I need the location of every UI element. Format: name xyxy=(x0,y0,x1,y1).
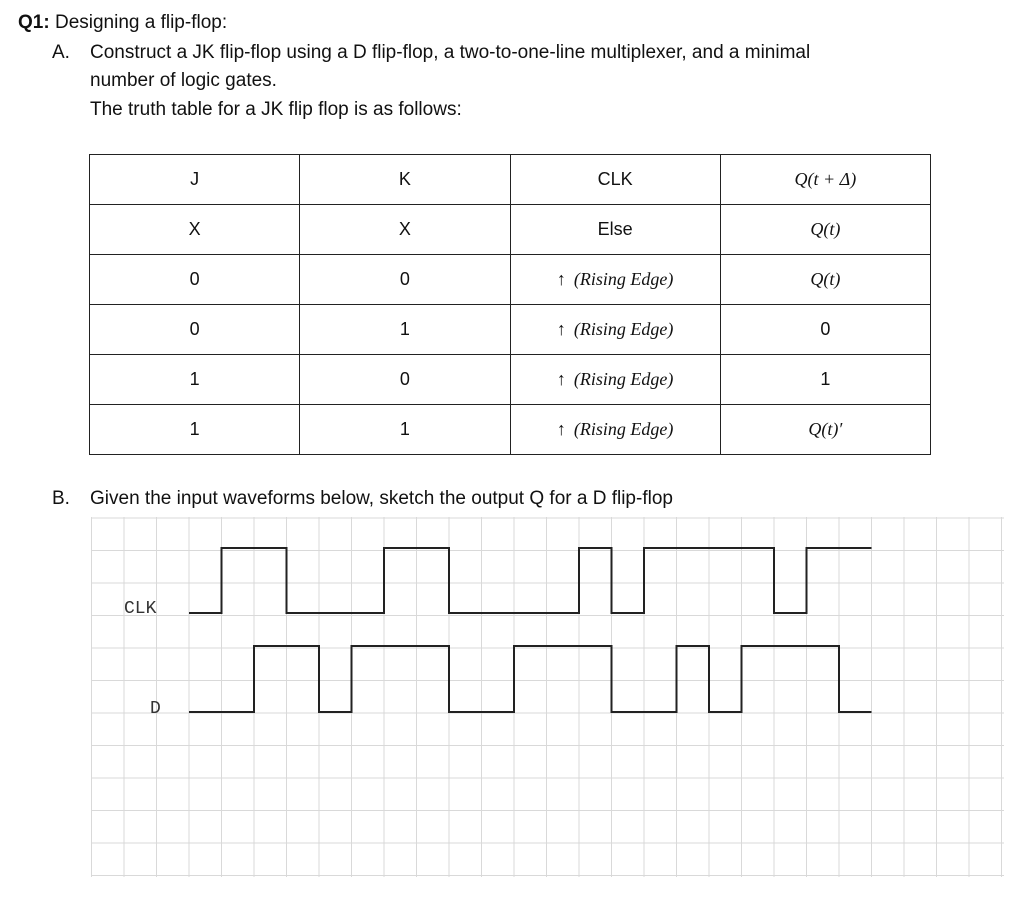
cell-clk: Else xyxy=(510,205,720,255)
cell-k: 1 xyxy=(300,305,510,355)
header-next-q: Q(t + Δ) xyxy=(720,155,930,205)
question-title: Designing a flip-flop: xyxy=(49,12,228,33)
table-row xyxy=(90,255,931,305)
waveform-grid xyxy=(0,515,1024,885)
d-waveform-label: D xyxy=(150,699,161,719)
cell-q: Q(t) xyxy=(720,255,930,305)
part-b-text: Given the input waveforms below, sketch the output Q for a D flip-flop xyxy=(90,488,673,509)
part-a-line-3: The truth table for a JK flip flop is as follows: xyxy=(90,99,462,120)
clk-text: (Rising Edge) xyxy=(573,419,674,439)
cell-q: 0 xyxy=(720,305,930,355)
cell-q: Q(t)′ xyxy=(720,405,930,455)
table-row xyxy=(90,305,931,355)
d-waveform xyxy=(189,646,872,712)
cell-k: 1 xyxy=(300,405,510,455)
cell-j: 1 xyxy=(90,405,300,455)
table-row xyxy=(90,355,931,405)
cell-j: 1 xyxy=(90,355,300,405)
cell-q: Q(t) xyxy=(720,205,930,255)
header-clk: CLK xyxy=(510,155,720,205)
part-b-marker: B. xyxy=(52,488,70,509)
clk-waveform xyxy=(189,548,872,613)
question-label: Q1: xyxy=(18,12,50,33)
cell-k: 0 xyxy=(300,255,510,305)
rising-edge-arrow-icon: ↑ xyxy=(556,319,566,339)
cell-q: 1 xyxy=(720,355,930,405)
rising-edge-arrow-icon: ↑ xyxy=(556,369,566,389)
cell-j: X xyxy=(90,205,300,255)
table-header-row xyxy=(90,155,931,205)
question-heading xyxy=(18,12,227,34)
rising-edge-arrow-icon: ↑ xyxy=(556,269,566,289)
cell-clk xyxy=(510,355,720,405)
clk-text: (Rising Edge) xyxy=(573,369,674,389)
cell-j: 0 xyxy=(90,255,300,305)
clk-waveform-label: CLK xyxy=(124,599,157,619)
cell-k: X xyxy=(300,205,510,255)
part-a-marker: A. xyxy=(52,42,70,63)
grid-lines xyxy=(92,517,1005,877)
table-row xyxy=(90,405,931,455)
cell-k: 0 xyxy=(300,355,510,405)
part-a-line-2: number of logic gates. xyxy=(90,70,277,91)
jk-truth-table xyxy=(89,154,931,455)
cell-clk xyxy=(510,305,720,355)
clk-text: (Rising Edge) xyxy=(573,269,674,289)
cell-clk xyxy=(510,255,720,305)
header-k: K xyxy=(300,155,510,205)
cell-j: 0 xyxy=(90,305,300,355)
header-j: J xyxy=(90,155,300,205)
cell-clk xyxy=(510,405,720,455)
rising-edge-arrow-icon: ↑ xyxy=(556,419,566,439)
clk-text: (Rising Edge) xyxy=(573,319,674,339)
table-row xyxy=(90,205,931,255)
part-a-line-1: Construct a JK flip-flop using a D flip-flop, a two-to-one-line multiplexer, and a minimal xyxy=(90,42,811,63)
